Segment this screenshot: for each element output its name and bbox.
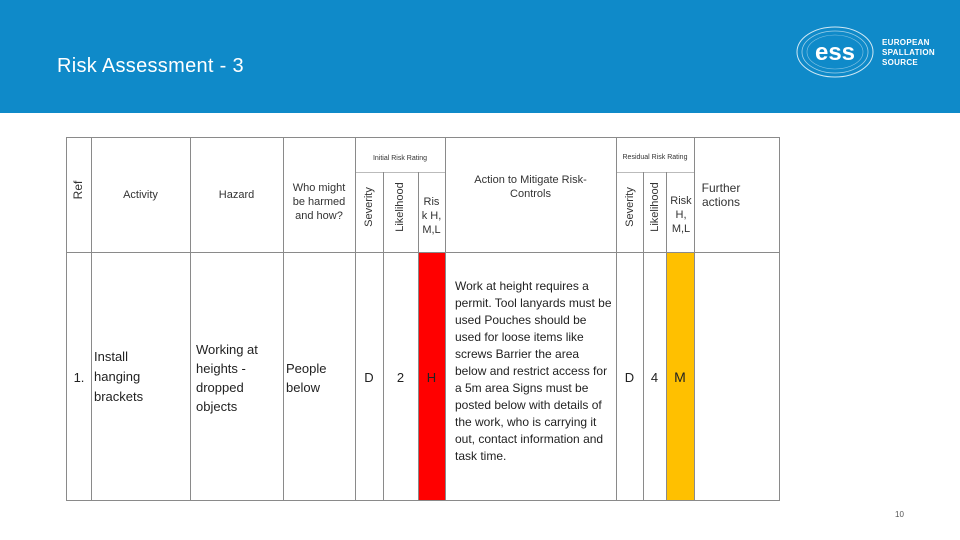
row-action: Work at height requires a permit. Tool lanyards must be used Pouches should be used for loose items like screws Barrier the area below and restrict access for a 5m area Signs must be posted below with details of the work, who is carrying it out, contact information and task time. — [455, 278, 612, 463]
slide-title: Risk Assessment - 3 — [57, 55, 244, 77]
header-risk: Ris k H, M,L — [421, 196, 442, 236]
row-ref: 1. — [73, 369, 85, 385]
row-further-actions — [694, 365, 779, 389]
row-residual-likelihood: 4 — [650, 369, 659, 385]
header-action: Action to Mitigate Risk-Controls — [474, 174, 587, 200]
header-ref: Ref — [71, 180, 85, 200]
logo-mark: ess — [814, 39, 856, 66]
logo-wordmark — [882, 38, 935, 68]
row-who-harmed: People below — [286, 361, 327, 395]
header-activity: Activity — [123, 188, 158, 201]
row-activity: Install hanging brackets — [94, 349, 144, 404]
row-residual-risk: M — [674, 369, 686, 385]
row-risk: H — [426, 369, 437, 385]
header-residual-risk: Risk H, M,L — [670, 195, 692, 235]
header-residual-severity: Severity — [624, 187, 636, 227]
row-likelihood: 2 — [396, 369, 405, 385]
header-further-actions: Further actions — [701, 181, 741, 209]
row-severity: D — [364, 369, 374, 385]
page-number: 10 — [895, 510, 904, 519]
row-hazard: Working at heights - dropped objects — [196, 342, 258, 414]
header-initial-risk-rating: Initial Risk Rating — [372, 154, 428, 162]
header-hazard: Hazard — [218, 188, 255, 201]
header-likelihood: Likelihood — [394, 182, 406, 232]
logo-line: SPALLATION — [882, 48, 935, 57]
row-residual-severity: D — [624, 369, 635, 385]
header-residual-likelihood: Likelihood — [649, 182, 661, 232]
logo-line: EUROPEAN — [882, 38, 930, 47]
header-severity: Severity — [363, 187, 375, 227]
logo-line: SOURCE — [882, 58, 919, 67]
header-who-harmed: Who might be harmed and how? — [292, 182, 346, 222]
header-residual-risk-rating: Residual Risk Rating — [622, 154, 688, 161]
